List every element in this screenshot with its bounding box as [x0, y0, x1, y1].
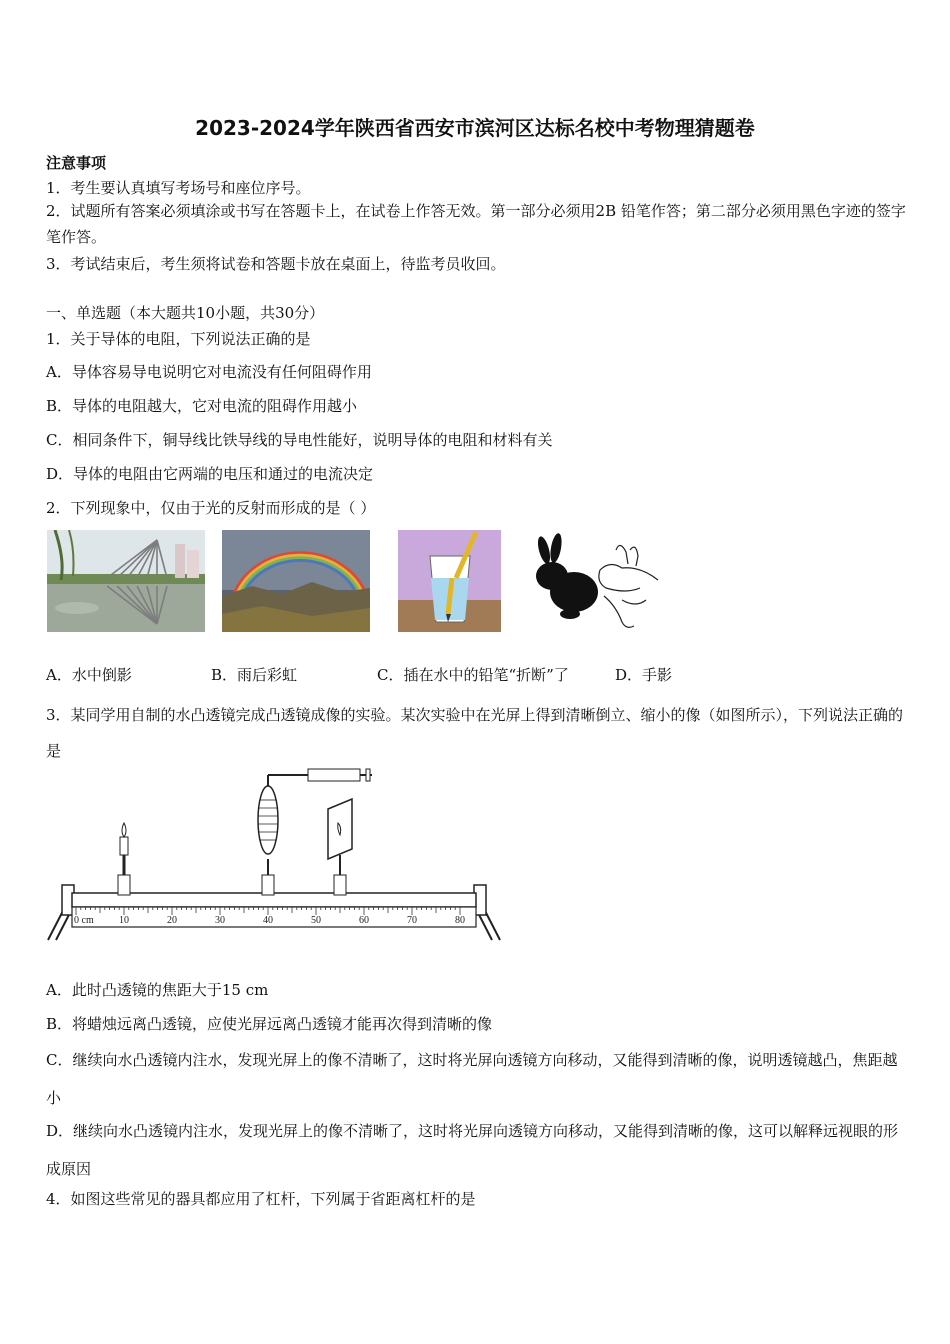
water-lens	[258, 769, 372, 895]
q2-option-b: B．雨后彩虹	[211, 666, 298, 684]
q2-stem: 2．下列现象中，仅由于光的反射而形成的是（ ）	[46, 499, 376, 517]
optical-bench-diagram	[44, 765, 506, 945]
notice-item-1: 1．考生要认真填写考场号和座位序号。	[46, 179, 311, 197]
reflection-photo	[47, 530, 205, 632]
notice-heading: 注意事项	[46, 154, 107, 172]
page-title: 2023-2024学年陕西省西安市滨河区达标名校中考物理猜题卷	[195, 116, 755, 140]
q3-option-b: B．将蜡烛远离凸透镜，应使光屏远离凸透镜才能再次得到清晰的像	[46, 1015, 493, 1033]
ruler-label: 30	[215, 915, 225, 926]
q2-option-a: A．水中倒影	[46, 666, 132, 684]
q1-option-d: D．导体的电阻由它两端的电压和通过的电流决定	[46, 465, 374, 483]
q2-option-d: D．手影	[615, 666, 673, 684]
q3-option-c: C．继续向水凸透镜内注水，发现光屏上的像不清晰了，这时将光屏向透镜方向移动，又能得到清晰的像，说明透镜越凸，焦距越小	[46, 1051, 898, 1107]
candle	[118, 823, 130, 895]
q1-stem: 1．关于导体的电阻，下列说法正确的是	[46, 330, 311, 348]
ruler-label: 10	[119, 915, 129, 926]
hand-shadow-picture	[530, 530, 665, 632]
section-heading: 一、单选题（本大题共10小题，共30分）	[46, 304, 325, 322]
pencil-in-water-picture	[398, 530, 501, 632]
q4-stem: 4．如图这些常见的器具都应用了杠杆，下列属于省距离杠杆的是	[46, 1190, 476, 1208]
ruler-label: 20	[167, 915, 177, 926]
q3-option-d: D．继续向水凸透镜内注水，发现光屏上的像不清晰了，这时将光屏向透镜方向移动，又能得到清晰的像，这可以解释远视眼的形成原因	[46, 1122, 899, 1178]
ruler-label: 0 cm	[74, 915, 94, 926]
q2-option-c: C．插在水中的铅笔“折断”了	[377, 666, 569, 684]
ruler-label: 80	[455, 915, 465, 926]
ruler-label: 50	[311, 915, 321, 926]
q1-option-b: B．导体的电阻越大，它对电流的阻碍作用越小	[46, 397, 358, 415]
ruler-label: 60	[359, 915, 369, 926]
q3-stem: 3．某同学用自制的水凸透镜完成凸透镜成像的实验。某次实验中在光屏上得到清晰倒立、缩小的像（如图所示），下列说法正确的是	[46, 706, 904, 760]
ruler-label: 40	[263, 915, 273, 926]
q1-option-a: A．导体容易导电说明它对电流没有任何阻碍作用	[46, 363, 372, 381]
q1-option-c: C．相同条件下，铜导线比铁导线的导电性能好，说明导体的电阻和材料有关	[46, 431, 553, 449]
notice-item-2: 2．试题所有答案必须填涂或书写在答题卡上，在试卷上作答无效。第一部分必须用2B 铅笔作答；第二部分必须用黑色字迹的签字笔作答。	[46, 202, 906, 246]
ruler-label: 70	[407, 915, 417, 926]
light-screen	[328, 799, 352, 895]
notice-item-3: 3．考试结束后，考生须将试卷和答题卡放在桌面上，待监考员收回。	[46, 255, 506, 273]
q3-option-a: A．此时凸透镜的焦距大于15 cm	[46, 981, 269, 999]
rainbow-photo	[222, 530, 370, 632]
